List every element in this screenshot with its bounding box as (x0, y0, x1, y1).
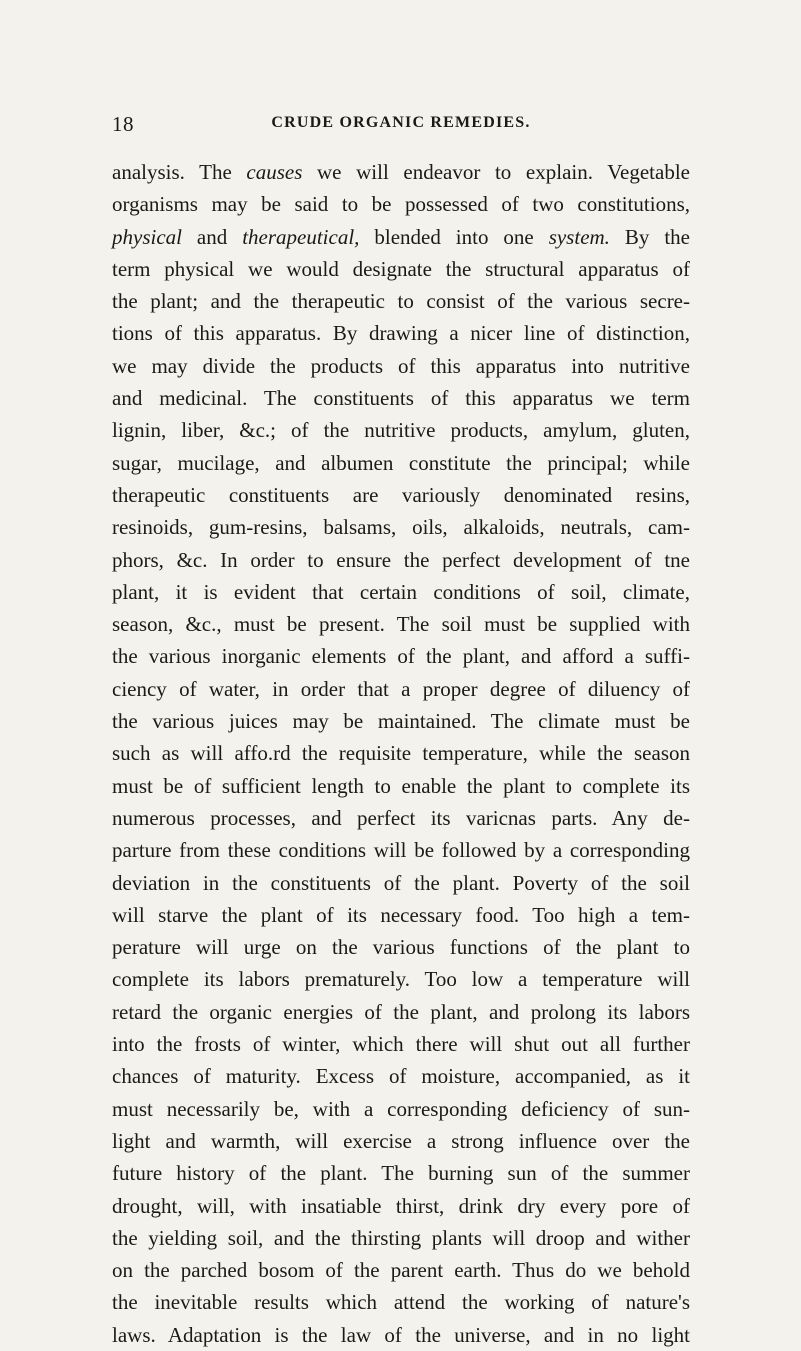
text-line: we may divide the products of this apparatus into nutritive (112, 353, 690, 378)
text-line: retard the organic energies of the plant, and prolong its labors (112, 999, 690, 1024)
text-line: organisms may be said to be possessed of two constitutions, (112, 192, 690, 217)
text-line: lignin, liber, &c.; of the nutritive products, amylum, gluten, (112, 418, 690, 443)
text-line: parture from these conditions will be followed by a corresponding (112, 838, 690, 863)
text-line: therapeutic constituents are variously denominated resins, (112, 482, 690, 507)
text-line: such as will affo.rd the requisite temperature, while the season (112, 741, 690, 766)
text-line: tions of this apparatus. By drawing a nicer line of distinction, (112, 321, 690, 346)
text-line: drought, will, with insatiable thirst, drink dry every pore of (112, 1193, 690, 1218)
running-title: CRUDE ORGANIC REMEDIES. (271, 114, 531, 131)
text-line: plant, it is evident that certain conditions of soil, climate, (112, 579, 690, 604)
text-line: phors, &c. In order to ensure the perfect development of tne (112, 547, 690, 572)
text-line: numerous processes, and perfect its varicnas parts. Any de- (112, 805, 690, 830)
text-line: the yielding soil, and the thirsting plants will droop and wither (112, 1225, 690, 1250)
text-line: ciency of water, in order that a proper degree of diluency of (112, 676, 690, 701)
running-head (112, 112, 690, 140)
text-line: into the frosts of winter, which there will shut out all further (112, 1032, 690, 1057)
text-line: the various inorganic elements of the plant, and afford a suffi- (112, 644, 690, 669)
text-line: light and warmth, will exercise a strong influence over the (112, 1128, 690, 1153)
text-line: will starve the plant of its necessary food. Too high a tem- (112, 902, 690, 927)
text-line: deviation in the constituents of the plant. Poverty of the soil (112, 870, 690, 895)
text-line: physical and therapeutical, blended into one system. By the (112, 224, 690, 249)
text-line: and medicinal. The constituents of this apparatus we term (112, 386, 690, 411)
text-line: laws. Adaptation is the law of the universe, and in no light (112, 1322, 690, 1347)
text-line: resinoids, gum-resins, balsams, oils, alkaloids, neutrals, cam- (112, 515, 690, 540)
text-line: must be of sufficient length to enable the plant to complete its (112, 773, 690, 798)
text-line: complete its labors prematurely. Too low a temperature will (112, 967, 690, 992)
text-line: must necessarily be, with a corresponding deficiency of sun- (112, 1096, 690, 1121)
body-text (112, 156, 690, 1351)
text-line: analysis. The causes we will endeavor to explain. Vegetable (112, 160, 690, 184)
text-line: on the parched bosom of the parent earth. Thus do we behold (112, 1258, 690, 1283)
text-line: season, &c., must be present. The soil must be supplied with (112, 612, 690, 637)
text-line: the various juices may be maintained. The climate must be (112, 709, 690, 734)
text-line: the inevitable results which attend the working of nature's (112, 1290, 690, 1315)
text-line: the plant; and the therapeutic to consist of the various secre- (112, 289, 690, 314)
text-line: term physical we would designate the structural apparatus of (112, 256, 690, 281)
text-line: sugar, mucilage, and albumen constitute the principal; while (112, 450, 690, 475)
text-line: chances of maturity. Excess of moisture, accompanied, as it (112, 1064, 690, 1089)
text-line: future history of the plant. The burning sun of the summer (112, 1161, 690, 1186)
page-number: 18 (112, 112, 134, 136)
text-line: perature will urge on the various functions of the plant to (112, 935, 690, 960)
